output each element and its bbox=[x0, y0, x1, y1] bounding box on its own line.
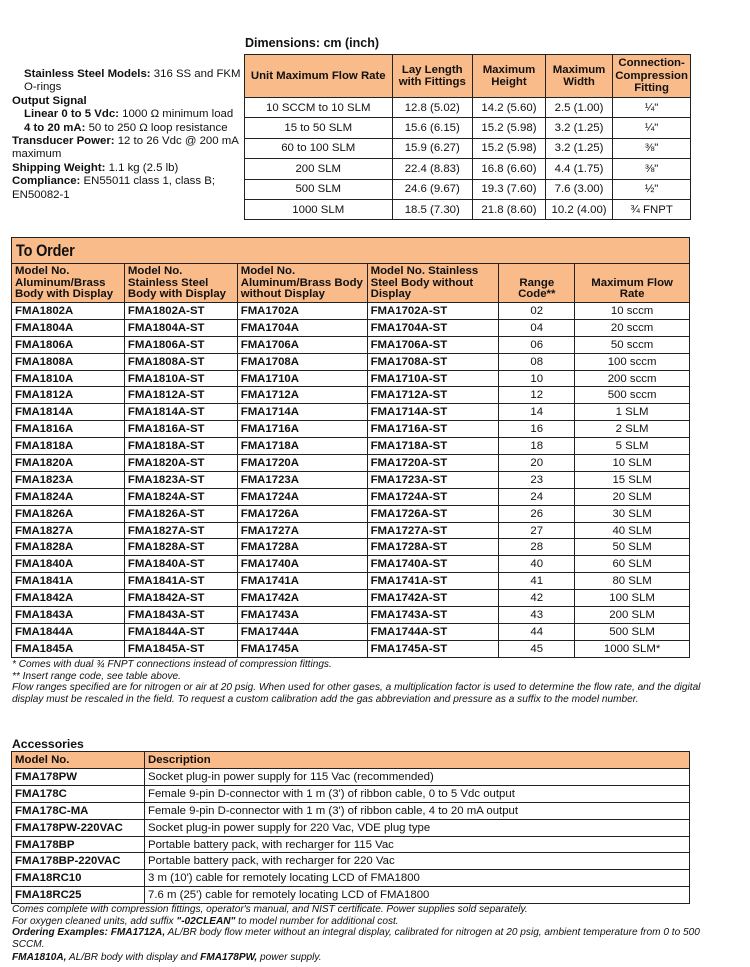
spec-label: Compliance: bbox=[12, 175, 81, 188]
spec-label: Shipping Weight: bbox=[12, 161, 106, 174]
note-oxygen-cleaned bbox=[12, 916, 732, 928]
model-number-cell: FMA1824A bbox=[12, 488, 125, 505]
model-number-cell: FMA1716A-ST bbox=[367, 421, 499, 438]
model-number-cell: FMA1810A bbox=[12, 370, 125, 387]
table-cell: 50 sccm bbox=[575, 336, 690, 353]
table-row bbox=[12, 607, 690, 624]
table-cell: 15.9 (6.27) bbox=[392, 138, 473, 158]
table-cell: 15.2 (5.98) bbox=[473, 118, 546, 138]
model-number-cell: FMA1727A bbox=[237, 522, 367, 539]
table-cell: 27 bbox=[499, 522, 575, 539]
model-number-cell: FMA1714A bbox=[237, 404, 367, 421]
model-number-cell: FMA1742A-ST bbox=[367, 590, 499, 607]
spec-value: 316 SS and FKM O-rings bbox=[24, 68, 241, 94]
table-cell: 42 bbox=[499, 590, 575, 607]
table-cell: 5 SLM bbox=[575, 438, 690, 455]
table-row bbox=[12, 623, 690, 640]
example-text: power supply. bbox=[257, 951, 322, 963]
table-row bbox=[12, 522, 690, 539]
model-number-cell: FMA1843A bbox=[12, 607, 125, 624]
table-cell: 100 SLM bbox=[575, 590, 690, 607]
table-cell: 200 SLM bbox=[245, 159, 393, 179]
table-cell: 3.2 (1.25) bbox=[545, 138, 612, 158]
model-number-cell: FMA1816A bbox=[12, 421, 125, 438]
table-cell: 18 bbox=[499, 438, 575, 455]
column-header: Model No. Aluminum/Brass Body without Display bbox=[237, 264, 367, 303]
ordering-example-2 bbox=[12, 952, 732, 964]
table-cell: 10.2 (4.00) bbox=[545, 199, 612, 219]
table-cell: 02 bbox=[499, 303, 575, 320]
model-number-cell: FMA1823A-ST bbox=[124, 471, 237, 488]
model-number-cell: FMA1804A-ST bbox=[124, 319, 237, 336]
model-number-cell: FMA1724A bbox=[237, 488, 367, 505]
table-cell: 45 bbox=[499, 640, 575, 657]
model-number-cell: FMA1744A bbox=[237, 623, 367, 640]
model-number-cell: FMA1741A bbox=[237, 573, 367, 590]
table-row bbox=[12, 539, 690, 556]
table-cell: 2 SLM bbox=[575, 421, 690, 438]
model-number-cell: FMA1720A bbox=[237, 455, 367, 472]
model-number-cell: FMA178BP-220VAC bbox=[12, 853, 145, 870]
model-number-cell: FMA1824A-ST bbox=[124, 488, 237, 505]
accessories-notes bbox=[12, 904, 732, 964]
footnote-double-asterisk: ** Insert range code, see table above. bbox=[12, 670, 181, 682]
model-number-cell: FMA178C bbox=[12, 785, 145, 802]
table-cell: 26 bbox=[499, 505, 575, 522]
table-cell: 20 sccm bbox=[575, 319, 690, 336]
table-row bbox=[12, 887, 690, 904]
table-cell: ¼" bbox=[613, 118, 691, 138]
table-cell: 06 bbox=[499, 336, 575, 353]
column-header: Model No. Stainless Steel Body without Display bbox=[367, 264, 499, 303]
table-cell: 15.2 (5.98) bbox=[473, 138, 546, 158]
model-number-cell: FMA1716A bbox=[237, 421, 367, 438]
model-number-cell: FMA1810A-ST bbox=[124, 370, 237, 387]
spec-linear bbox=[12, 108, 244, 121]
spec-label: 4 to 20 mA: bbox=[24, 121, 86, 134]
column-header: Maximum Width bbox=[545, 55, 612, 98]
table-cell: 50 SLM bbox=[575, 539, 690, 556]
spec-value: EN55011 class 1, class B; EN50082-1 bbox=[12, 175, 215, 201]
table-cell: 12.8 (5.02) bbox=[392, 98, 473, 118]
table-cell: 10 bbox=[499, 370, 575, 387]
table-cell: 19.3 (7.60) bbox=[473, 179, 546, 199]
table-cell: 100 sccm bbox=[575, 353, 690, 370]
table-cell: 10 SLM bbox=[575, 455, 690, 472]
footnote-flow-ranges: Flow ranges specified are for nitrogen or air at 20 psig. When used for other gases, a multiplication factor is used to determine the flow rate, and the digital display must be rescaled in the field. To request a custom calibration add the gas abbreviation and pressure as a suffix to the model number. bbox=[12, 682, 701, 706]
column-header: Connection- Compression Fitting bbox=[613, 55, 691, 98]
table-cell: 60 SLM bbox=[575, 556, 690, 573]
model-number-cell: FMA1826A-ST bbox=[124, 505, 237, 522]
table-cell: 7.6 (3.00) bbox=[545, 179, 612, 199]
table-cell: 20 SLM bbox=[575, 488, 690, 505]
model-number-cell: FMA1710A bbox=[237, 370, 367, 387]
table-row bbox=[12, 387, 690, 404]
table-cell: 28 bbox=[499, 539, 575, 556]
model-number-cell: FMA1714A-ST bbox=[367, 404, 499, 421]
model-number-cell: FMA1842A bbox=[12, 590, 125, 607]
table-row bbox=[245, 118, 691, 138]
table-row bbox=[12, 556, 690, 573]
table-row bbox=[12, 370, 690, 387]
table-cell: 10 sccm bbox=[575, 303, 690, 320]
model-number-cell: FMA1806A-ST bbox=[124, 336, 237, 353]
table-cell: ⅜" bbox=[613, 138, 691, 158]
table-row bbox=[245, 199, 691, 219]
model-number-cell: FMA1743A bbox=[237, 607, 367, 624]
table-cell: 200 sccm bbox=[575, 370, 690, 387]
model-number-cell: FMA1823A bbox=[12, 471, 125, 488]
model-number-cell: FMA178BP bbox=[12, 836, 145, 853]
model-number-cell: FMA1814A bbox=[12, 404, 125, 421]
model-number-cell: FMA1827A-ST bbox=[124, 522, 237, 539]
table-cell: 3.2 (1.25) bbox=[545, 118, 612, 138]
model-number-cell: FMA178C-MA bbox=[12, 802, 145, 819]
model-number-cell: FMA1728A bbox=[237, 539, 367, 556]
model-number-cell: FMA1802A-ST bbox=[124, 303, 237, 320]
table-cell: 4.4 (1.75) bbox=[545, 159, 612, 179]
table-row bbox=[12, 853, 690, 870]
model-number-cell: FMA1845A-ST bbox=[124, 640, 237, 657]
note-text: to model number for additional cost. bbox=[235, 915, 399, 927]
accessories-header-row bbox=[12, 752, 690, 769]
table-row bbox=[12, 590, 690, 607]
specifications-block bbox=[12, 68, 244, 202]
model-number-cell: FMA1723A-ST bbox=[367, 471, 499, 488]
model-number-cell: FMA1726A-ST bbox=[367, 505, 499, 522]
model-number-cell: FMA1812A-ST bbox=[124, 387, 237, 404]
spec-weight bbox=[12, 162, 244, 175]
table-cell: 24.6 (9.67) bbox=[392, 179, 473, 199]
table-row bbox=[12, 836, 690, 853]
model-number-cell: FMA1842A-ST bbox=[124, 590, 237, 607]
table-row bbox=[245, 138, 691, 158]
model-number-cell: FMA1712A-ST bbox=[367, 387, 499, 404]
description-cell: 7.6 m (25') cable for remotely locating LCD of FMA1800 bbox=[145, 887, 690, 904]
model-number-cell: FMA1802A bbox=[12, 303, 125, 320]
model-number-cell: FMA1841A-ST bbox=[124, 573, 237, 590]
model-number-cell: FMA1806A bbox=[12, 336, 125, 353]
table-cell: ¾ FNPT bbox=[613, 199, 691, 219]
table-cell: 08 bbox=[499, 353, 575, 370]
table-cell: 200 SLM bbox=[575, 607, 690, 624]
table-cell: 10 SCCM to 10 SLM bbox=[245, 98, 393, 118]
table-row bbox=[12, 488, 690, 505]
table-row bbox=[12, 769, 690, 786]
table-row bbox=[12, 404, 690, 421]
table-row bbox=[12, 640, 690, 657]
model-number-cell: FMA18RC25 bbox=[12, 887, 145, 904]
model-number-cell: FMA1743A-ST bbox=[367, 607, 499, 624]
spec-value: 12 to 26 Vdc @ 200 mA maximum bbox=[12, 135, 239, 161]
table-cell: 40 bbox=[499, 556, 575, 573]
table-cell: 15.6 (6.15) bbox=[392, 118, 473, 138]
table-row bbox=[245, 159, 691, 179]
table-cell: 16.8 (6.60) bbox=[473, 159, 546, 179]
description-cell: Portable battery pack, with recharger for 220 Vac bbox=[145, 853, 690, 870]
table-cell: 24 bbox=[499, 488, 575, 505]
table-cell: 15 to 50 SLM bbox=[245, 118, 393, 138]
model-number-cell: FMA1816A-ST bbox=[124, 421, 237, 438]
table-cell: 30 SLM bbox=[575, 505, 690, 522]
table-row bbox=[12, 785, 690, 802]
column-header: Maximum Flow Rate bbox=[575, 264, 690, 303]
table-row bbox=[12, 353, 690, 370]
table-cell: 40 SLM bbox=[575, 522, 690, 539]
footnote-single-asterisk: * Comes with dual ¾ FNPT connections instead of compression fittings. bbox=[12, 659, 332, 670]
model-number-cell: FMA1808A bbox=[12, 353, 125, 370]
model-number-cell: FMA1720A-ST bbox=[367, 455, 499, 472]
table-row bbox=[12, 336, 690, 353]
column-header: Maximum Height bbox=[473, 55, 546, 98]
accessories-title: Accessories bbox=[12, 737, 84, 751]
table-cell: 12 bbox=[499, 387, 575, 404]
table-row bbox=[245, 98, 691, 118]
table-row bbox=[12, 573, 690, 590]
model-number-cell: FMA1740A-ST bbox=[367, 556, 499, 573]
note-included: Comes complete with compression fittings, operator's manual, and NIST certificate. Power supplies sold separately. bbox=[12, 904, 528, 915]
model-number-cell: FMA18RC10 bbox=[12, 870, 145, 887]
table-cell: 1000 SLM bbox=[245, 199, 393, 219]
spec-value: 50 to 250 Ω loop resistance bbox=[85, 121, 228, 134]
dimensions-table bbox=[244, 54, 691, 220]
model-number-cell: FMA1844A-ST bbox=[124, 623, 237, 640]
table-cell: 43 bbox=[499, 607, 575, 624]
table-cell: 500 SLM bbox=[575, 623, 690, 640]
table-row bbox=[12, 438, 690, 455]
accessories-table bbox=[11, 751, 690, 904]
table-cell: 500 sccm bbox=[575, 387, 690, 404]
model-number-cell: FMA1818A-ST bbox=[124, 438, 237, 455]
model-number-cell: FMA1745A-ST bbox=[367, 640, 499, 657]
model-number-cell: FMA1818A bbox=[12, 438, 125, 455]
table-cell: 14.2 (5.60) bbox=[473, 98, 546, 118]
table-cell: 41 bbox=[499, 573, 575, 590]
table-cell: 23 bbox=[499, 471, 575, 488]
table-cell: 18.5 (7.30) bbox=[392, 199, 473, 219]
example-accessory: FMA178PW, bbox=[200, 951, 258, 963]
column-header: Model No. Aluminum/Brass Body with Display bbox=[12, 264, 125, 303]
table-row bbox=[12, 471, 690, 488]
table-row bbox=[12, 421, 690, 438]
spec-value: 1000 Ω minimum load bbox=[118, 108, 234, 121]
table-row bbox=[12, 870, 690, 887]
column-header: Range Code** bbox=[499, 264, 575, 303]
model-number-cell: FMA1742A bbox=[237, 590, 367, 607]
model-number-cell: FMA1840A bbox=[12, 556, 125, 573]
description-cell: Portable battery pack, with recharger for 115 Vac bbox=[145, 836, 690, 853]
column-header: Model No. bbox=[12, 752, 145, 769]
table-cell: 14 bbox=[499, 404, 575, 421]
to-order-title-text: To Order bbox=[16, 241, 75, 260]
model-number-cell: FMA1718A-ST bbox=[367, 438, 499, 455]
model-number-cell: FMA1724A-ST bbox=[367, 488, 499, 505]
model-number-cell: FMA1804A bbox=[12, 319, 125, 336]
model-number-cell: FMA1708A bbox=[237, 353, 367, 370]
description-cell: 3 m (10') cable for remotely locating LCD of FMA1800 bbox=[145, 870, 690, 887]
table-row bbox=[12, 303, 690, 320]
to-order-title bbox=[12, 238, 690, 264]
table-cell: ¼" bbox=[613, 98, 691, 118]
model-number-cell: FMA1702A bbox=[237, 303, 367, 320]
spec-label: Linear 0 to 5 Vdc: bbox=[24, 108, 119, 121]
table-cell: ⅜" bbox=[613, 159, 691, 179]
spec-power bbox=[12, 135, 244, 162]
table-cell: 16 bbox=[499, 421, 575, 438]
table-cell: 22.4 (8.83) bbox=[392, 159, 473, 179]
column-header: Unit Maximum Flow Rate bbox=[245, 55, 393, 98]
spec-label: Stainless Steel Models: bbox=[24, 68, 151, 80]
model-number-cell: FMA1827A bbox=[12, 522, 125, 539]
model-number-cell: FMA1706A-ST bbox=[367, 336, 499, 353]
column-header: Model No. Stainless Steel Body with Display bbox=[124, 264, 237, 303]
table-cell: 80 SLM bbox=[575, 573, 690, 590]
model-number-cell: FMA1812A bbox=[12, 387, 125, 404]
spec-label: Output Signal bbox=[12, 94, 87, 107]
table-cell: 20 bbox=[499, 455, 575, 472]
table-cell: 500 SLM bbox=[245, 179, 393, 199]
table-cell: 1 SLM bbox=[575, 404, 690, 421]
column-header: Description bbox=[145, 752, 690, 769]
model-number-cell: FMA1712A bbox=[237, 387, 367, 404]
dimensions-header-row bbox=[245, 55, 691, 98]
spec-compliance bbox=[12, 175, 244, 202]
model-number-cell: FMA178PW-220VAC bbox=[12, 819, 145, 836]
table-row bbox=[245, 179, 691, 199]
model-number-cell: FMA1727A-ST bbox=[367, 522, 499, 539]
table-row bbox=[12, 802, 690, 819]
model-number-cell: FMA1840A-ST bbox=[124, 556, 237, 573]
table-cell: 60 to 100 SLM bbox=[245, 138, 393, 158]
model-number-cell: FMA1704A-ST bbox=[367, 319, 499, 336]
table-cell: 15 SLM bbox=[575, 471, 690, 488]
example-model: FMA1810A, bbox=[12, 951, 67, 963]
model-number-cell: FMA1841A bbox=[12, 573, 125, 590]
model-number-cell: FMA1704A bbox=[237, 319, 367, 336]
model-number-cell: FMA1745A bbox=[237, 640, 367, 657]
model-number-cell: FMA1741A-ST bbox=[367, 573, 499, 590]
to-order-footnotes bbox=[12, 659, 712, 706]
table-row bbox=[12, 319, 690, 336]
note-suffix: "-02CLEAN" bbox=[176, 915, 236, 927]
table-cell: ½" bbox=[613, 179, 691, 199]
example-label: Ordering Examples: FMA1712A, bbox=[12, 927, 166, 939]
table-cell: 21.8 (8.60) bbox=[473, 199, 546, 219]
spec-stainless bbox=[12, 68, 244, 95]
description-cell: Socket plug-in power supply for 220 Vac, VDE plug type bbox=[145, 819, 690, 836]
table-row bbox=[12, 505, 690, 522]
description-cell: Socket plug-in power supply for 115 Vac (recommended) bbox=[145, 769, 690, 786]
model-number-cell: FMA1844A bbox=[12, 623, 125, 640]
model-number-cell: FMA1708A-ST bbox=[367, 353, 499, 370]
model-number-cell: FMA178PW bbox=[12, 769, 145, 786]
model-number-cell: FMA1828A-ST bbox=[124, 539, 237, 556]
example-text: AL/BR body with display and bbox=[66, 951, 201, 963]
model-number-cell: FMA1808A-ST bbox=[124, 353, 237, 370]
model-number-cell: FMA1820A-ST bbox=[124, 455, 237, 472]
note-text: For oxygen cleaned units, add suffix bbox=[12, 915, 177, 927]
table-row bbox=[12, 819, 690, 836]
description-cell: Female 9-pin D-connector with 1 m (3') of ribbon cable, 0 to 5 Vdc output bbox=[145, 785, 690, 802]
model-number-cell: FMA1702A-ST bbox=[367, 303, 499, 320]
model-number-cell: FMA1728A-ST bbox=[367, 539, 499, 556]
model-number-cell: FMA1814A-ST bbox=[124, 404, 237, 421]
model-number-cell: FMA1710A-ST bbox=[367, 370, 499, 387]
description-cell: Female 9-pin D-connector with 1 m (3') of ribbon cable, 4 to 20 mA output bbox=[145, 802, 690, 819]
model-number-cell: FMA1820A bbox=[12, 455, 125, 472]
spec-output-signal bbox=[12, 95, 244, 108]
table-row bbox=[12, 455, 690, 472]
spec-label: Transducer Power: bbox=[12, 135, 115, 148]
table-cell: 04 bbox=[499, 319, 575, 336]
to-order-table bbox=[11, 237, 690, 658]
spec-ma bbox=[12, 122, 244, 135]
model-number-cell: FMA1828A bbox=[12, 539, 125, 556]
model-number-cell: FMA1723A bbox=[237, 471, 367, 488]
table-cell: 1000 SLM* bbox=[575, 640, 690, 657]
model-number-cell: FMA1718A bbox=[237, 438, 367, 455]
model-number-cell: FMA1726A bbox=[237, 505, 367, 522]
model-number-cell: FMA1845A bbox=[12, 640, 125, 657]
column-header: Lay Length with Fittings bbox=[392, 55, 473, 98]
model-number-cell: FMA1843A-ST bbox=[124, 607, 237, 624]
model-number-cell: FMA1826A bbox=[12, 505, 125, 522]
table-cell: 2.5 (1.00) bbox=[545, 98, 612, 118]
to-order-header-row bbox=[12, 264, 690, 303]
model-number-cell: FMA1744A-ST bbox=[367, 623, 499, 640]
ordering-example-1 bbox=[12, 927, 732, 950]
table-cell: 44 bbox=[499, 623, 575, 640]
dimensions-title: Dimensions: cm (inch) bbox=[245, 36, 380, 50]
model-number-cell: FMA1706A bbox=[237, 336, 367, 353]
spec-value: 1.1 kg (2.5 lb) bbox=[105, 161, 179, 174]
model-number-cell: FMA1740A bbox=[237, 556, 367, 573]
example-text: AL/BR body flow meter without an integral display, calibrated for nitrogen at 20 psig, ambient temperature from 0 to 500 SCCM. bbox=[12, 927, 700, 951]
